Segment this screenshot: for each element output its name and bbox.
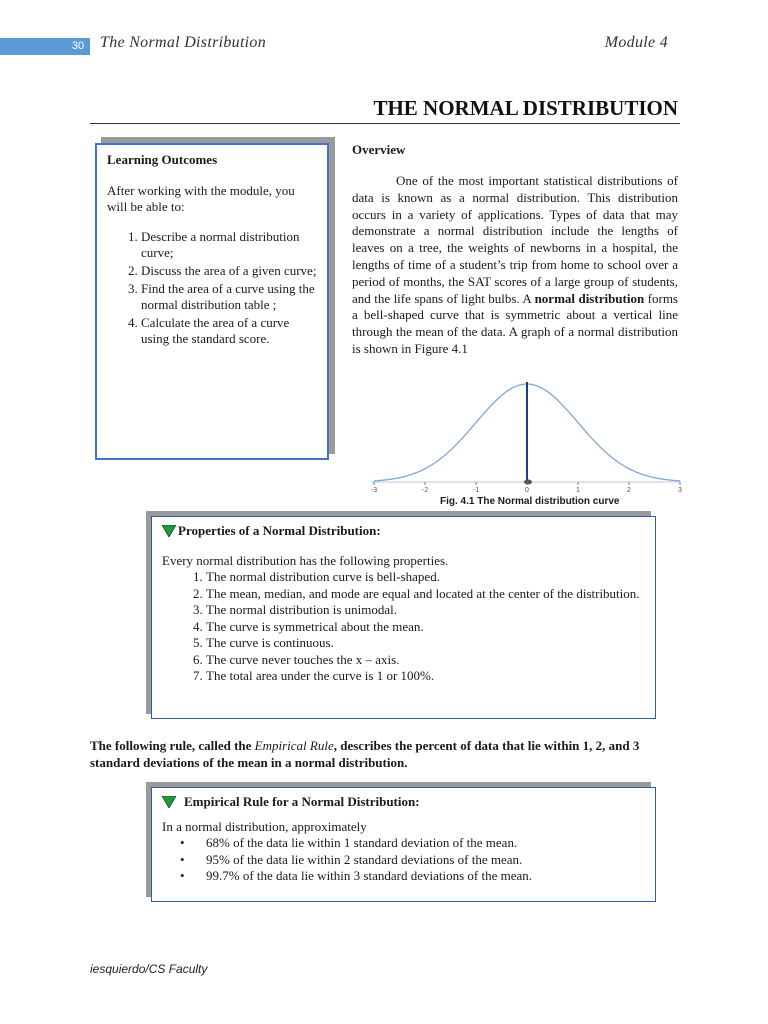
list-item: 1. The normal distribution curve is bell-shaped. [206, 569, 645, 586]
list-item: • 68% of the data lie within 1 standard deviation of the mean. [206, 835, 645, 852]
module-label: Module 4 [604, 34, 668, 51]
list-item: 4. Calculate the area of a curve using the standard score. [141, 315, 317, 347]
overview-text-part2: forms a bell-shaped curve that is symmetric about a vertical line through the mean of the data. A graph of a normal distribution is shown in Figure 4.1 [352, 290, 678, 356]
overview-title: Overview [352, 142, 406, 157]
overview-bold-term: normal distribution [534, 290, 645, 306]
figure-caption: Fig. 4.1 The Normal distribution curve [440, 496, 620, 507]
footer-author: iesquierdo/CS Faculty [90, 962, 208, 976]
list-item: 7. The total area under the curve is 1 or 100%. [206, 668, 645, 685]
x-tick-label: 1 [576, 487, 580, 494]
properties-intro: Every normal distribution has the following properties. [162, 552, 449, 568]
mean-marker [524, 480, 532, 485]
learning-outcomes-title: Learning Outcomes [107, 152, 218, 167]
x-tick-label: -1 [472, 487, 480, 494]
rule-intro-term: Empirical Rule [254, 738, 334, 753]
learning-outcomes-intro: After working with the module, you will be able to: [107, 183, 295, 214]
rule-intro-part1: The following rule, called the [90, 738, 255, 753]
empirical-rule-intro [90, 737, 680, 771]
properties-list [162, 569, 645, 685]
page-title: THE NORMAL DISTRIBUTION [373, 96, 678, 120]
list-item: 2. The mean, median, and mode are equal and located at the center of the distribution. [206, 586, 645, 603]
running-title: The Normal Distribution [100, 34, 267, 51]
empirical-list [162, 835, 645, 885]
title-divider [90, 123, 680, 124]
x-tick-label: 2 [627, 487, 631, 494]
list-item: 3. Find the area of a curve using the normal distribution table ; [141, 281, 317, 313]
list-item: 2. Discuss the area of a given curve; [141, 263, 317, 279]
list-item: • 95% of the data lie within 2 standard deviations of the mean. [206, 852, 645, 869]
rule-intro-part2: , describes the percent of data that lie within 1, 2, and 3 standard deviations of the mean in a normal distribution. [90, 738, 640, 770]
learning-outcomes-list [107, 229, 317, 347]
list-item: • 99.7% of the data lie within 3 standard deviations of the mean. [206, 868, 645, 885]
overview-text-part1: One of the most important statistical distributions of data is known as a normal distribution. This distribution occurs in a variety of applications. Types of data that may demonstrate a normal distribution include the lengths of leaves on a tree, the weights of newborns in a hospital, the lengths of time of a student’s trip from home to school over a period of months, the SAT scores of a large group of students, and the life spans of light bulbs. A [352, 173, 678, 306]
empirical-title: Empirical Rule for a Normal Distribution: [184, 794, 420, 809]
x-tick-label: -3 [370, 487, 378, 494]
empirical-rule-box [151, 787, 656, 902]
list-item: 1. Describe a normal distribution curve; [141, 229, 317, 261]
normal-distribution-chart [369, 378, 684, 494]
properties-title: Properties of a Normal Distribution: [178, 523, 381, 538]
triangle-down-icon [162, 525, 176, 537]
x-tick-label: 0 [525, 487, 529, 494]
properties-box [151, 516, 656, 719]
list-item: 6. The curve never touches the x – axis. [206, 652, 645, 669]
triangle-down-icon [162, 796, 176, 808]
list-item: 3. The normal distribution is unimodal. [206, 602, 645, 619]
list-item: 5. The curve is continuous. [206, 635, 645, 652]
learning-outcomes-box [95, 143, 329, 460]
overview-paragraph [352, 173, 678, 358]
x-tick-label: 3 [678, 487, 682, 494]
page-number: 30 [71, 40, 85, 52]
list-item: 4. The curve is symmetrical about the mean. [206, 619, 645, 636]
empirical-intro: In a normal distribution, approximately [162, 818, 367, 834]
x-tick-label: -2 [421, 487, 429, 494]
